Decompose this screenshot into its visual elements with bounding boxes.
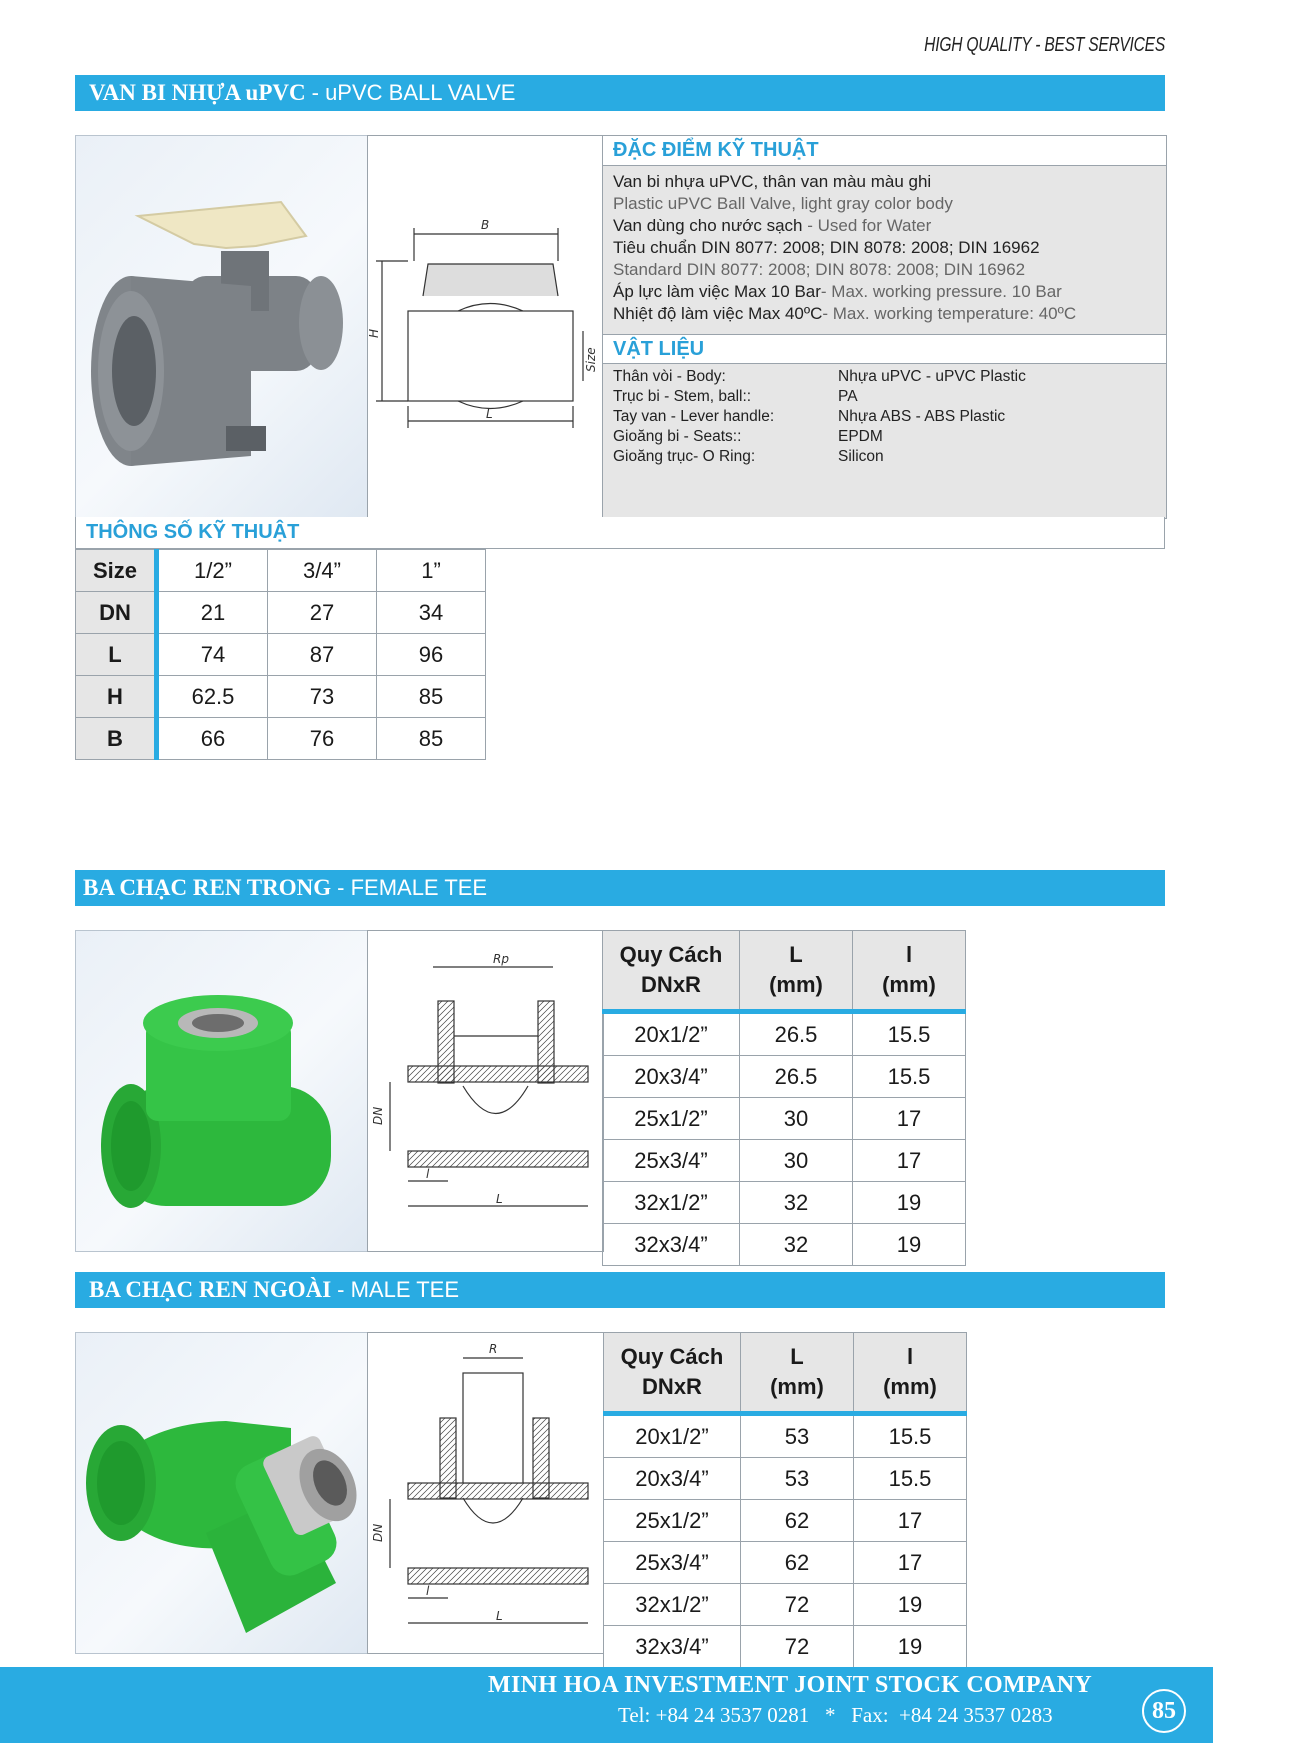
param-cell: 1” — [377, 550, 486, 592]
spec-line-6-en: - Max. working pressure. 10 Bar — [820, 282, 1062, 301]
ball-valve-photo — [75, 135, 369, 519]
param-label: DN — [76, 592, 157, 634]
table-row — [603, 1098, 966, 1140]
drawing-label-dn: DN — [371, 1106, 385, 1125]
header-line: l — [906, 1344, 914, 1369]
footer-company: MINH HOA INVESTMENT JOINT STOCK COMPANY — [488, 1672, 1093, 1698]
drawing-label-r: R — [489, 1342, 498, 1356]
param-cell: 34 — [377, 592, 486, 634]
table-row — [603, 1182, 966, 1224]
female-tee-drawing — [367, 930, 604, 1252]
table-cell: 72 — [741, 1626, 854, 1668]
table-cell: 30 — [740, 1140, 853, 1182]
drawing-label-dn-male: DN — [371, 1523, 385, 1542]
table-cell: 32x3/4” — [604, 1626, 741, 1668]
spec-line-5: Standard DIN 8077: 2008; DIN 8078: 2008; DIN 16962 — [613, 260, 1026, 279]
header-line: L — [790, 1344, 804, 1369]
param-row — [76, 718, 486, 760]
spec-heading: ĐẶC ĐIỂM KỸ THUẬT — [603, 136, 1166, 166]
material-part: Trục bi - Stem, ball:: — [613, 388, 752, 405]
female-tee-diagram — [368, 931, 603, 1251]
param-heading: THÔNG SỐ KỸ THUẬT — [75, 517, 1165, 549]
drawing-label-rp: Rp — [493, 952, 509, 966]
param-row — [76, 634, 486, 676]
ball-valve-title-vn: VAN BI NHỰA uPVC — [89, 80, 306, 105]
female-tee-table — [602, 930, 966, 1266]
header-line: Quy Cách — [620, 1344, 724, 1369]
table-cell: 62 — [741, 1500, 854, 1542]
male-tee-image — [76, 1333, 368, 1653]
param-label: H — [76, 676, 157, 718]
table-cell: 19 — [854, 1626, 967, 1668]
spec-box — [602, 135, 1167, 519]
ball-valve-image — [76, 136, 368, 518]
table-row — [603, 1224, 966, 1266]
param-label: Size — [76, 550, 157, 592]
spec-line-1: Van bi nhựa uPVC, thân van màu màu ghi — [613, 172, 932, 191]
spec-line-4: Tiêu chuẩn DIN 8077: 2008; DIN 8078: 2008; DIN 16962 — [613, 238, 1040, 257]
param-cell: 1/2” — [157, 550, 268, 592]
spec-line-2: Plastic uPVC Ball Valve, light gray color body — [613, 194, 953, 213]
param-cell: 85 — [377, 718, 486, 760]
page-number: 85 — [1142, 1689, 1186, 1733]
table-header — [604, 1333, 741, 1414]
drawing-label-l-small-male: l — [426, 1584, 430, 1598]
male-tee-title-bar — [75, 1272, 1165, 1308]
table-cell: 25x1/2” — [604, 1500, 741, 1542]
female-tee-title-bar — [75, 870, 1165, 906]
drawing-label-l-big: L — [496, 1192, 503, 1206]
table-header — [741, 1333, 854, 1414]
material-heading: VẬT LIỆU — [603, 334, 1166, 364]
material-part: Gioăng trục- O Ring: — [613, 448, 756, 465]
table-cell: 53 — [741, 1458, 854, 1500]
table-cell: 17 — [854, 1542, 967, 1584]
header-line: Quy Cách — [619, 942, 723, 967]
spec-line-7-vn: Nhiệt độ làm việc Max 40ºC — [613, 304, 823, 323]
female-tee-title-vn: BA CHẠC REN TRONG — [83, 875, 332, 900]
spec-line-6 — [613, 282, 1062, 302]
table-row — [604, 1626, 967, 1668]
footer-contact: Tel: +84 24 3537 0281 * Fax: +84 24 3537 0283 — [618, 1703, 1053, 1727]
table-row — [604, 1500, 967, 1542]
female-tee-photo — [75, 930, 369, 1252]
table-row — [604, 1458, 967, 1500]
table-cell: 15.5 — [854, 1458, 967, 1500]
param-label: L — [76, 634, 157, 676]
female-tee-image — [76, 931, 368, 1251]
param-cell: 87 — [268, 634, 377, 676]
table-cell: 53 — [741, 1414, 854, 1458]
table-row — [604, 1542, 967, 1584]
table-cell: 17 — [853, 1140, 966, 1182]
female-tee-title-en: - FEMALE TEE — [337, 875, 488, 900]
header-line: (mm) — [769, 972, 823, 997]
header-line: L — [789, 942, 803, 967]
material-part: Gioăng bi - Seats:: — [613, 428, 742, 445]
table-cell: 32 — [740, 1182, 853, 1224]
material-value: Silicon — [838, 448, 884, 465]
table-cell: 32 — [740, 1224, 853, 1266]
table-cell: 32x3/4” — [603, 1224, 740, 1266]
table-header — [603, 931, 740, 1012]
table-cell: 20x1/2” — [604, 1414, 741, 1458]
material-part: Tay van - Lever handle: — [613, 408, 775, 425]
table-cell: 25x1/2” — [603, 1098, 740, 1140]
param-cell: 73 — [268, 676, 377, 718]
param-label: B — [76, 718, 157, 760]
material-value: EPDM — [838, 428, 883, 445]
table-cell: 20x3/4” — [604, 1458, 741, 1500]
spec-line-7 — [613, 304, 1076, 324]
table-cell: 15.5 — [853, 1012, 966, 1056]
spec-line-3 — [613, 216, 931, 236]
header-line: DNxR — [641, 972, 701, 997]
male-tee-table — [603, 1332, 967, 1668]
table-cell: 26.5 — [740, 1056, 853, 1098]
material-part: Thân vòi - Body: — [613, 368, 726, 385]
param-row — [76, 592, 486, 634]
param-cell: 27 — [268, 592, 377, 634]
table-cell: 32x1/2” — [604, 1584, 741, 1626]
param-cell: 96 — [377, 634, 486, 676]
spec-line-3-en: - Used for Water — [802, 216, 932, 235]
table-cell: 30 — [740, 1098, 853, 1140]
spec-line-6-vn: Áp lực làm việc Max 10 Bar — [613, 282, 821, 301]
table-cell: 15.5 — [854, 1414, 967, 1458]
material-value: PA — [838, 388, 858, 405]
spec-line-7-en: - Max. working temperature: 40ºC — [822, 304, 1077, 323]
param-cell: 21 — [157, 592, 268, 634]
param-table — [75, 549, 486, 760]
header-line: DNxR — [642, 1374, 702, 1399]
table-cell: 19 — [853, 1224, 966, 1266]
table-cell: 26.5 — [740, 1012, 853, 1056]
table-cell: 32x1/2” — [603, 1182, 740, 1224]
drawing-label-b: B — [481, 218, 490, 232]
material-value: Nhựa uPVC - uPVC Plastic — [838, 368, 1026, 385]
drawing-label-l-big-male: L — [496, 1609, 503, 1623]
drawing-label-h: H — [368, 328, 381, 338]
table-cell: 17 — [854, 1500, 967, 1542]
ball-valve-title-en: - uPVC BALL VALVE — [311, 80, 516, 105]
table-cell: 17 — [853, 1098, 966, 1140]
header-line: l — [905, 942, 913, 967]
table-header — [740, 931, 853, 1012]
male-tee-photo — [75, 1332, 369, 1654]
param-cell: 66 — [157, 718, 268, 760]
table-row — [604, 1584, 967, 1626]
table-cell: 15.5 — [853, 1056, 966, 1098]
param-cell: 3/4” — [268, 550, 377, 592]
drawing-label-size: Size — [584, 347, 598, 372]
male-tee-title-en: - MALE TEE — [337, 1277, 460, 1302]
table-cell: 19 — [854, 1584, 967, 1626]
table-cell: 20x1/2” — [603, 1012, 740, 1056]
male-tee-title-vn: BA CHẠC REN NGOÀI — [89, 1277, 332, 1302]
ball-valve-title-bar — [75, 75, 1165, 111]
header-line: (mm) — [883, 1374, 937, 1399]
param-cell: 74 — [157, 634, 268, 676]
header-line: (mm) — [882, 972, 936, 997]
header-line: (mm) — [770, 1374, 824, 1399]
drawing-label-l: L — [486, 407, 493, 421]
table-cell: 25x3/4” — [604, 1542, 741, 1584]
drawing-label-l-small: l — [426, 1167, 430, 1181]
table-row — [603, 1012, 966, 1056]
table-cell: 19 — [853, 1182, 966, 1224]
table-cell: 72 — [741, 1584, 854, 1626]
male-tee-diagram — [368, 1333, 603, 1653]
param-row — [76, 550, 486, 592]
table-cell: 62 — [741, 1542, 854, 1584]
table-cell: 25x3/4” — [603, 1140, 740, 1182]
ball-valve-drawing — [367, 135, 604, 519]
spec-line-3-vn: Van dùng cho nước sạch — [613, 216, 803, 235]
param-cell: 76 — [268, 718, 377, 760]
ball-valve-diagram — [368, 136, 603, 518]
param-row — [76, 676, 486, 718]
table-cell: 20x3/4” — [603, 1056, 740, 1098]
table-row — [603, 1140, 966, 1182]
table-header — [854, 1333, 967, 1414]
table-header — [853, 931, 966, 1012]
table-row — [604, 1414, 967, 1458]
param-cell: 62.5 — [157, 676, 268, 718]
table-row — [603, 1056, 966, 1098]
male-tee-drawing — [367, 1332, 604, 1654]
material-value: Nhựa ABS - ABS Plastic — [838, 408, 1006, 425]
tagline: HIGH QUALITY - BEST SERVICES — [924, 34, 1165, 56]
param-cell: 85 — [377, 676, 486, 718]
